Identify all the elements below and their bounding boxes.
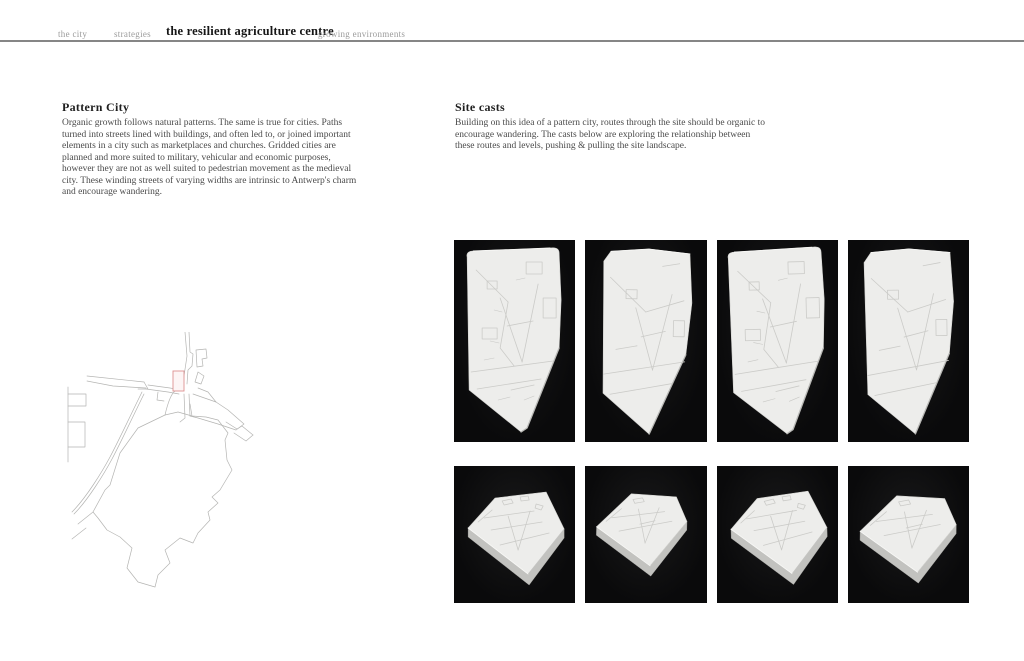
nav-link-growing-environments[interactable]: growing environments xyxy=(318,29,406,39)
site-cast-perspective-image xyxy=(585,466,706,603)
west-blocks-path xyxy=(68,387,86,462)
pattern-city-heading: Pattern City xyxy=(62,100,130,114)
site-cast-plan-image xyxy=(848,240,969,442)
cast-photo-grid xyxy=(454,240,969,603)
river-path xyxy=(181,332,207,390)
site-highlight-marker xyxy=(173,371,184,391)
site-cast-perspective-image xyxy=(717,466,838,603)
nav-link-the-city[interactable]: the city xyxy=(58,29,88,39)
city-boundary-path xyxy=(93,412,232,587)
cast-photo-perspective-2 xyxy=(585,466,706,603)
docks-path xyxy=(87,376,180,401)
site-cast-perspective-image xyxy=(848,466,969,603)
antwerp-map-figure xyxy=(58,332,306,624)
site-cast-plan-image xyxy=(454,240,575,442)
cast-photo-plan-1 xyxy=(454,240,575,442)
nav-link-strategies[interactable]: strategies xyxy=(114,29,151,39)
northeast-district-path xyxy=(180,388,253,441)
cast-photo-perspective-4 xyxy=(848,466,969,603)
cast-photo-perspective-3 xyxy=(717,466,838,603)
cast-photo-plan-2 xyxy=(585,240,706,442)
site-casts-body: Building on this idea of a pattern city, routes through the site should be organic to encourage wandering. The casts below are exploring the relationship between these routes and levels, pushing & pulling the site landscape. xyxy=(455,118,766,151)
cast-photo-perspective-1 xyxy=(454,466,575,603)
pattern-city-section xyxy=(62,100,364,199)
nav-divider-rule xyxy=(0,40,1024,42)
cast-photo-plan-3 xyxy=(717,240,838,442)
pattern-city-body: Organic growth follows natural patterns. The same is true for cities. Paths turned into streets lined with buildings, and often led to, or joined important elements in a city such as marketplaces and churches. Gridded cities are planned and more suited to military, vehicular and economic purposes, however they are not as well suited to pedestrian movement as the medieval city. These winding streets of varying widths are intrinsic to Antwerp's charm and encourage wandering. xyxy=(62,118,357,197)
site-casts-section xyxy=(455,100,771,153)
nav-link-resilient-agriculture-centre[interactable]: the resilient agriculture centre xyxy=(166,24,334,38)
antwerp-map-drawing xyxy=(58,332,306,624)
site-cast-perspective-image xyxy=(454,466,575,603)
site-cast-plan-image xyxy=(717,240,838,442)
site-cast-plan-image xyxy=(585,240,706,442)
cast-photo-plan-4 xyxy=(848,240,969,442)
site-casts-heading: Site casts xyxy=(455,100,505,114)
ring-road-path xyxy=(72,392,144,539)
